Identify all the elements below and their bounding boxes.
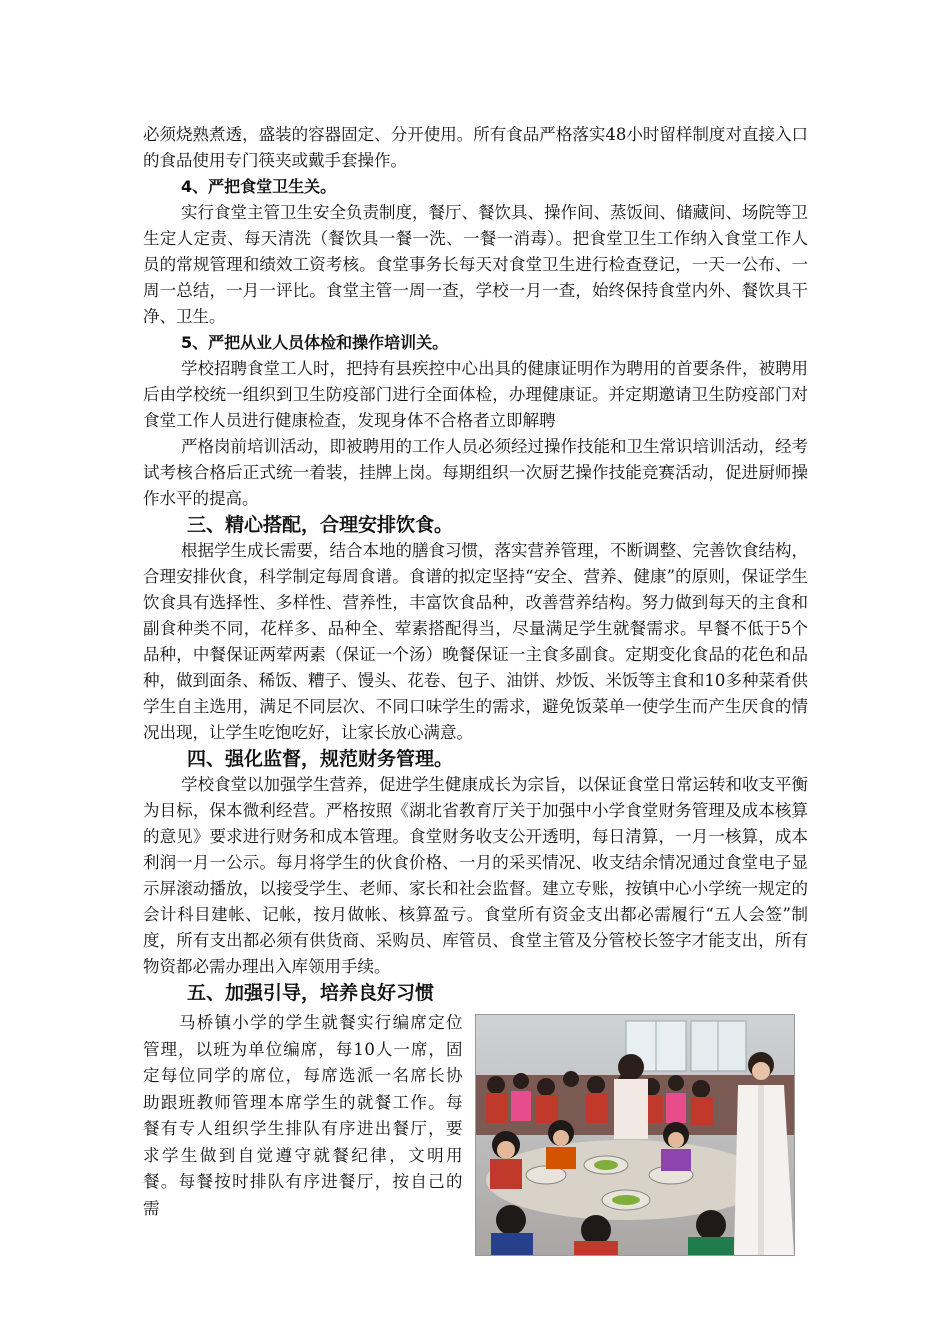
paragraph-5a: 学校招聘食堂工人时，把持有县疾控中心出具的健康证明作为聘用的首要条件，被聘用后由学校统一组织到卫生防疫部门进行全面体检，办理健康证。并定期邀请卫生防疫部门对食堂工作人员进行健康检查，发现身体不合格者立即解聘 [143,359,808,430]
paragraph-section-4: 学校食堂以加强学生营养，促进学生健康成长为宗旨，以保证食堂日常运转和收支平衡为目标，保本微利经营。严格按照《湖北省教育厅关于加强中小学食堂财务管理及成本核算的意见》要求进行财务和成本管理。食堂财务收支公开透明，每日清算，一月一核算，成本利润一月一公示。每月将学生的伙食价格、一月的采买情况、收支结余情况通过食堂电子显示屏滚动播放，以接受学生、老师、家长和社会监督。建立专账，按镇中心小学统一规定的会计科目建帐、记帐，按月做帐、核算盈亏。食堂所有资金支出都必需履行“五人会签”制度，所有支出都必须有供货商、采购员、库管员、食堂主管及分管校长签字才能支出，所有物资都必需办理出入库领用手续。 [143,775,808,976]
paragraph-section-5: 马桥镇小学的学生就餐实行编席定位管理，以班为单位编席，每10人一席，固定每位同学的席位，每席选派一名席长协助跟班教师管理本席学生的就餐工作。每餐有专人组织学生排队有序进出餐厅，要求学生做到自觉遵守就餐纪律，文明用餐。每餐按时排队有序进餐厅，按自己的需 [143,1013,463,1218]
wrapped-section [143,1010,808,1295]
canteen-photo-image [476,1015,794,1255]
paragraph-section-3: 根据学生成长需要，结合本地的膳食习惯，落实营养管理，不断调整、完善饮食结构，合理安排伙食，科学制定每周食谱。食谱的拟定坚持“安全、营养、健康”的原则，保证学生饮食具有选择性、多样性、营养性，丰富饮食品种，改善营养结构。努力做到每天的主食和副食种类不同，花样多、品种全、荤素搭配得当，尽量满足学生就餐需求。早餐不低于5个品种，中餐保证两荤两素（保证一个汤）晚餐保证一主食多副食。定期变化食品的花色和品种，做到面条、稀饭、糟子、馒头、花卷、包子、油饼、炒饭、米饭等主食和10多种菜肴供学生自主选用，满足不同层次、不同口味学生的需求，避免饭菜单一使学生而产生厌食的情况出现，让学生吃饱吃好，让家长放心满意。 [143,541,808,742]
paragraph-4: 实行食堂主管卫生安全负责制度，餐厅、餐饮具、操作间、蒸饭间、储藏间、场院等卫生定人定责、每天清洗（餐饮具一餐一洗、一餐一消毒）。把食堂卫生工作纳入食堂工作人员的常规管理和绩效工资考核。食堂事务长每天对食堂卫生进行检查登记，一天一公布、一周一总结，一月一评比。食堂主管一周一查，学校一月一查，始终保持食堂内外、餐饮具干净、卫生。 [143,203,808,326]
section-heading-5: 五、加强引导，培养良好习惯 [187,982,435,1004]
canteen-photo [475,1014,795,1256]
section-heading-3: 三、精心搭配，合理安排饮食。 [187,514,454,536]
subheading-5: 5、严把从业人员体检和操作培训关。 [181,333,449,352]
section-heading-4: 四、强化监督，规范财务管理。 [187,748,454,770]
paragraph-continued: 必须烧熟煮透，盛装的容器固定、分开使用。所有食品严格落实48小时留样制度对直接入口的食品使用专门筷夹或戴手套操作。 [143,125,808,170]
document-body [143,122,808,1295]
subheading-4: 4、严把食堂卫生关。 [181,177,337,196]
paragraph-5b: 严格岗前培训活动，即被聘用的工作人员必须经过操作技能和卫生常识培训活动，经考试考核合格后正式统一着装，挂牌上岗。每期组织一次厨艺操作技能竞赛活动，促进厨师操作水平的提高。 [143,437,808,508]
